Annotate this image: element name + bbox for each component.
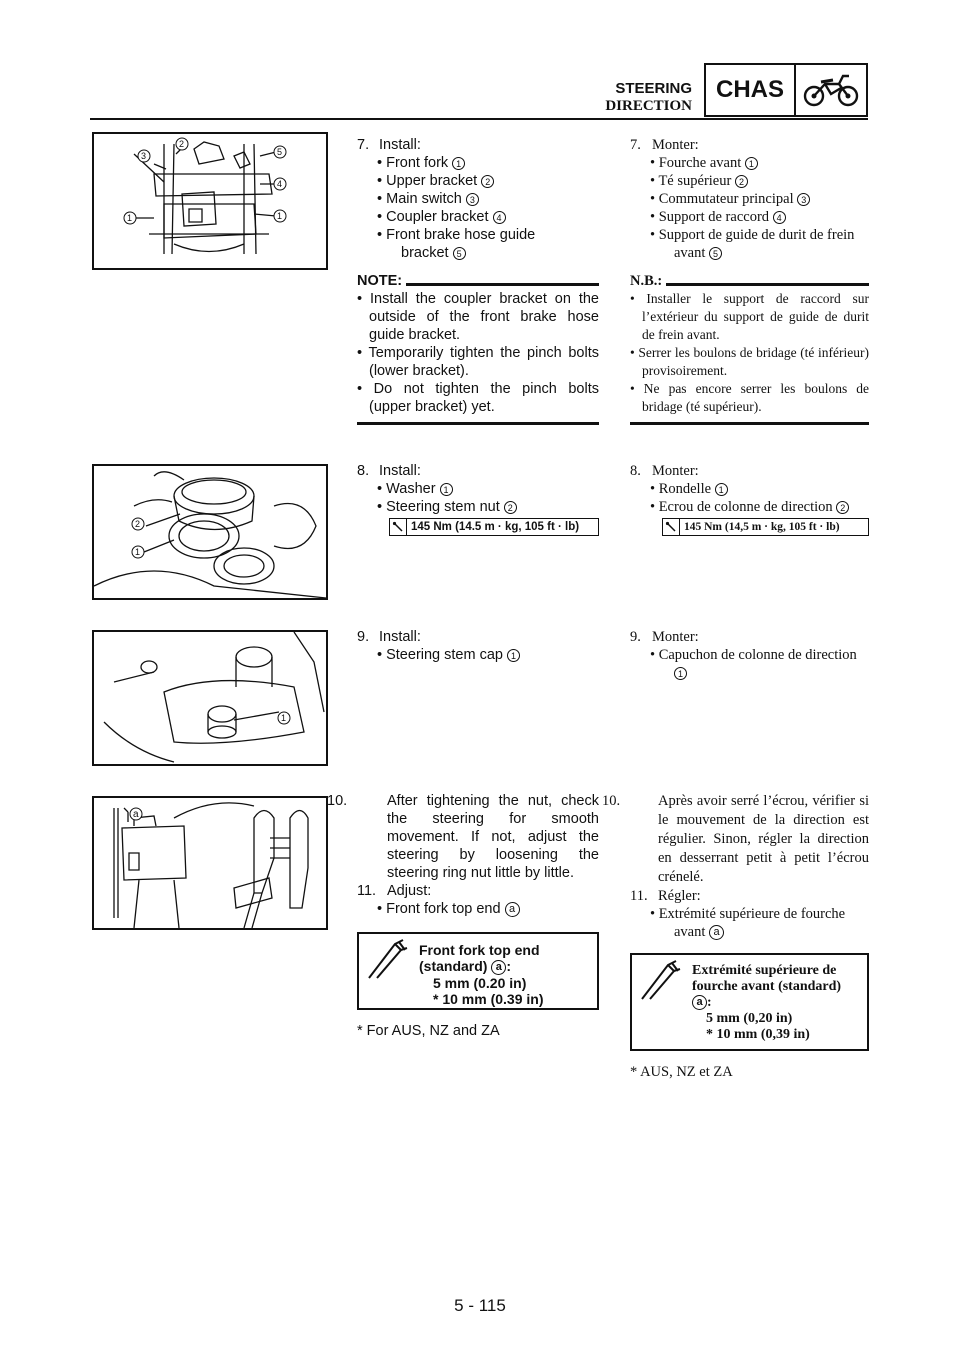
en-note-1: Install the coupler bracket on the outside of the front brake hose guide bracket. [369,291,599,343]
en-spec-box: Front fork top end (standard) a : 5 mm (0.20 in) * 10 mm (0.39 in) [357,932,599,1010]
en-torque-spec [389,518,599,536]
fr-step-7-num: 7. [630,137,641,153]
fr-spec-line1: Extrémité supérieure de [692,963,837,978]
fr-step-10-num: 10. [602,793,621,809]
fr-note-end-rule [630,422,869,425]
fr-note-label: N.B.: [630,273,663,289]
en-step-10-text: After tightening the nut, check the steering for smooth movement. If not, adjust the steering by loosening the steering ring nut little by little. [387,793,599,881]
en-item-stem-cap: Steering stem cap [386,647,503,663]
callout-1-right: 1 [277,211,283,221]
figure-stem-nut [92,464,328,600]
fr-step-7: 7. Monter: • Fourche avant 1 • Té supérieur 2 • Commutateur principal 3 • Support de raccord 4 • Support de guide de durit de frein avant 5 N.B.: • Installer le support de raccord sur l’extérieur du support de guide de durit de frein avant. • Serrer les boulons de bridage (té inférieur) provisoirement. • Ne pas encore serrer les boulons de bridage (té supérieur). [630,136,869,425]
en-step-8-num: 8. [357,463,370,479]
callout-1: 1 [135,547,141,557]
ref-a: a [709,925,724,940]
ref-3: 3 [797,193,810,206]
callout-a: a [133,809,139,820]
en-step-11-title: Adjust: [387,883,432,899]
fr-item-te-superieur: Té supérieur [658,173,732,189]
ref-1: 1 [745,157,758,170]
fr-step-9-title: Monter: [652,629,699,645]
en-spec-value-1: 5 mm (0.20 in) [433,974,527,991]
ref-2: 2 [836,501,849,514]
fr-spec-box: Extrémité supérieure de fourche avant (standard) a : 5 mm (0,20 in) * 10 mm (0,39 in) [630,953,869,1051]
figure-stem-cap [92,630,328,766]
fr-item-commutateur: Commutateur principal [658,191,794,207]
torque-wrench-icon [390,519,407,535]
ref-1: 1 [715,483,728,496]
page-number: 5 - 115 [454,1296,506,1315]
en-step-8: 8. Install: • Washer 1 • Steering stem nut 2 145 Nm (14.5 m · kg, 105 ft · lb) [357,462,599,536]
chapter-badge [704,63,868,117]
ref-a: a [692,995,707,1010]
section-title: STEERING [615,80,692,97]
en-note-2: Temporarily tighten the pinch bolts (lower bracket). [368,345,599,379]
ref-1: 1 [674,667,687,680]
en-item-fork-top-end: Front fork top end [386,901,501,917]
fr-item-capuchon: Capuchon de colonne de direction [658,647,857,663]
ref-2: 2 [735,175,748,188]
ref-4: 4 [493,211,506,224]
en-step-7-title: Install: [379,137,421,153]
ref-1: 1 [440,483,453,496]
fr-item-support-guide: Support de guide de durit de frein [658,227,855,243]
en-step-10-11: 10. After tightening the nut, check the steering for smooth movement. If not, adjust the steering by loosening the steering ring nut little by little. 11. Adjust: • Front fork top end a Front fork top end (standard) a : 5 mm (0.20 in) * 10 mm (0.39 in) * For AUS, NZ and ZA [327,793,599,1039]
ref-3: 3 [466,193,479,206]
en-step-7: 7. Install: • Front fork 1 • Upper bracket 2 • Main switch 3 • Coupler bracket 4 • Front brake hose guide bracket 5 NOTE: • Install the coupler bracket on the outside of the front brake hose guide bracket. • Temporarily tighten the pinch bolts (lower bracket). • Do not tighten the pinch bolts (upper bracket) yet. [357,136,599,425]
en-spec-value-2: * 10 mm (0.39 in) [433,990,544,1007]
caliper-icon [632,955,690,1049]
fr-item-extremite-2: avant [674,924,706,940]
callout-2: 2 [179,139,185,149]
callout-2: 2 [135,519,141,529]
fr-torque-spec [662,518,869,536]
fr-note-1: Installer le support de raccord sur l’extérieur du support de guide de durit de frein avant. [642,291,869,342]
callout-4: 4 [277,179,283,189]
ref-a: a [491,960,506,975]
ref-5: 5 [709,247,722,260]
en-item-brake-hose-guide: Front brake hose guide [386,227,536,243]
fr-step-9-num: 9. [630,629,641,645]
en-step-9: 9. Install: • Steering stem cap 1 [357,628,599,664]
ref-a: a [505,902,520,917]
torque-wrench-icon [663,519,680,535]
fr-step-8: 8. Monter: • Rondelle 1 • Ecrou de colonne de direction 2 145 Nm (14,5 m · kg, 105 ft · lb) [630,462,869,536]
en-step-7-num: 7. [357,137,370,153]
callout-5: 5 [277,147,283,157]
ref-2: 2 [504,501,517,514]
chapter-label: CHAS [706,65,796,115]
fr-spec-value-2: * 10 mm (0,39 in) [706,1027,810,1042]
en-note-label: NOTE: [357,273,403,289]
fr-step-8-title: Monter: [652,463,699,479]
en-spec-line1: Front fork top end [419,942,540,958]
fr-spec-line2: fourche avant (standard) [692,979,842,994]
fr-note-3: Ne pas encore serrer les boulons de bridage (té supérieur). [642,381,869,414]
fr-item-support-guide-2: avant [674,245,706,261]
header-rule [90,118,868,120]
en-torque-value: 145 Nm (14.5 m · kg, 105 ft · lb) [411,521,580,533]
caliper-icon [359,934,417,1008]
en-step-9-title: Install: [379,629,421,645]
fr-step-9: 9. Monter: • Capuchon de colonne de direction 1 [630,629,857,680]
figure-steering-assembly [92,132,328,270]
fr-step-11-num: 11. [630,888,648,904]
ref-1: 1 [507,649,520,662]
fr-item-support-raccord: Support de raccord [658,209,770,225]
fr-note-2: Serrer les boulons de bridage (té inférieur) provisoirement. [638,345,869,378]
en-item-brake-hose-guide-2: bracket [401,245,449,261]
callout-1-left: 1 [127,213,133,223]
fr-item-fourche: Fourche avant [658,155,742,171]
en-spec-line2: (standard) [419,958,488,974]
fr-item-rondelle: Rondelle [658,481,712,497]
fr-torque-value: 145 Nm (14,5 m · kg, 105 ft · lb) [684,521,840,533]
en-item-main-switch: Main switch [386,191,462,207]
ref-4: 4 [773,211,786,224]
en-step-11-num: 11. [357,883,377,899]
en-item-coupler-bracket: Coupler bracket [386,209,489,225]
en-note-3: Do not tighten the pinch bolts (upper bracket) yet. [369,381,599,415]
fr-step-7-title: Monter: [652,137,699,153]
fr-item-ecrou: Ecrou de colonne de direction [658,499,833,515]
figure-fork-top-end [92,796,328,930]
ref-1: 1 [452,157,465,170]
callout-1: 1 [281,713,287,723]
fr-footnote: * AUS, NZ et ZA [630,1064,733,1080]
ref-2: 2 [481,175,494,188]
fr-step-10-text: Après avoir serré l’écrou, vérifier si le mouvement de la direction est régulier. Sinon, régler la direction en desserrant petit à petit l’écrou crénelé. [658,793,869,885]
en-item-washer: Washer [386,481,436,497]
fr-step-8-num: 8. [630,463,641,479]
fr-step-10-11: 10. Après avoir serré l’écrou, vérifier si le mouvement de la direction est régulier. Sinon, régler la direction en desserrant petit à petit l’écrou crénelé. 11. Régler: • Extrémité supérieure de fourche avant a Extrémité supérieure de fourche avant (standard) a : 5 mm (0,20 in) * 10 mm (0,39 in) * AUS, NZ et ZA [602,793,869,1080]
en-note-end-rule [357,422,599,425]
fr-item-extremite: Extrémité supérieure de fourche [658,906,846,922]
section-subtitle: DIRECTION [605,98,692,114]
ref-5: 5 [453,247,466,260]
en-item-upper-bracket: Upper bracket [386,173,478,189]
en-step-9-num: 9. [357,629,370,645]
fr-step-11-title: Régler: [658,888,701,904]
motorcycle-icon [796,65,866,115]
callout-3: 3 [141,151,147,161]
en-step-10-num: 10. [327,793,348,809]
en-footnote: * For AUS, NZ and ZA [357,1023,500,1039]
fr-spec-value-1: 5 mm (0,20 in) [706,1011,793,1026]
en-step-8-title: Install: [379,463,421,479]
en-item-stem-nut: Steering stem nut [386,499,500,515]
en-item-front-fork: Front fork [386,155,449,171]
